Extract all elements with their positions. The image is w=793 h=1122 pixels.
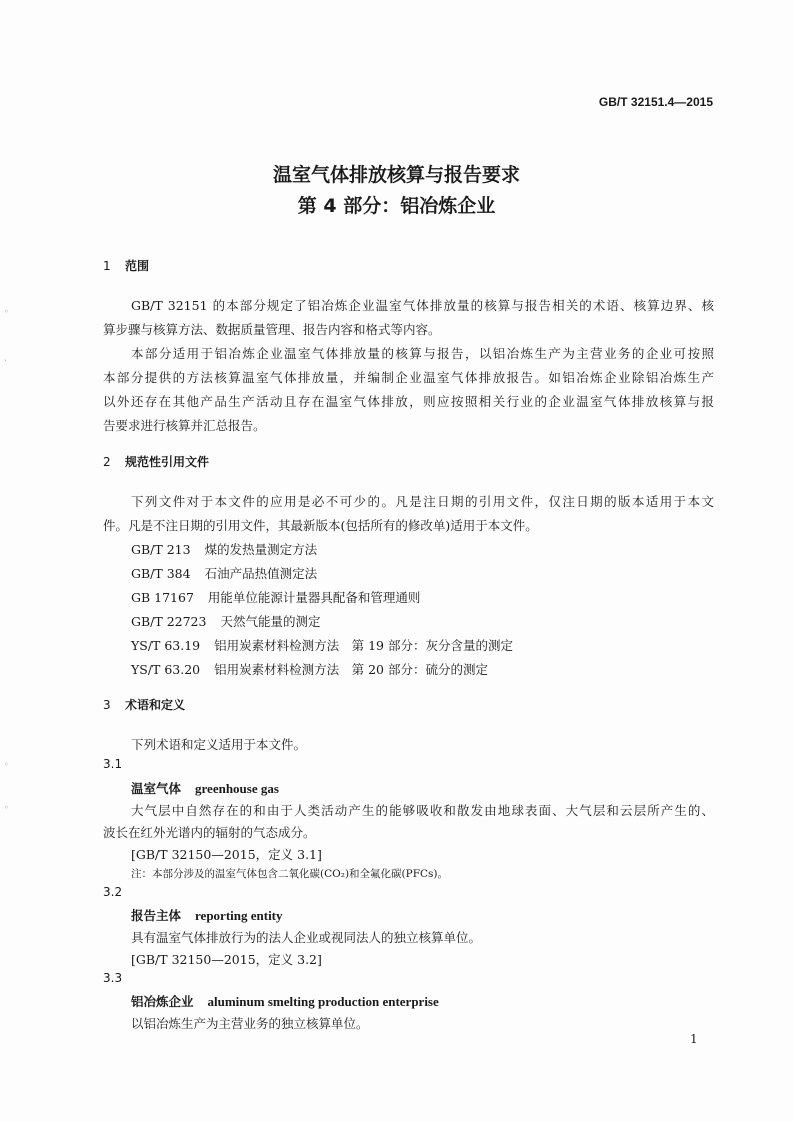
reference-code: YS/T 63.19 [131, 638, 201, 653]
paragraph-line: 本部分提供的方法核算温室气体排放量，并编制企业温室气体排放报告。如铝冶炼企业除铝冶炼生产 [103, 370, 714, 385]
term-zh: 铝冶炼企业 [131, 994, 194, 1009]
scan-mark: ◦ [4, 803, 9, 812]
term-number: 3.1 [103, 757, 123, 771]
reference-code: GB 17167 [131, 590, 194, 605]
reference-title: 煤的发热量测定方法 [204, 542, 318, 557]
section-number: 2 [103, 455, 111, 469]
document-title: 温室气体排放核算与报告要求 [272, 164, 520, 186]
scan-mark: ◦ [4, 307, 9, 316]
term-en: greenhouse gas [195, 781, 279, 796]
term-heading [131, 779, 279, 797]
section-2-heading [103, 453, 209, 470]
reference-title: 铝用炭素材料检测方法 第 19 部分：灰分含量的测定 [214, 638, 513, 653]
term-number: 3.3 [103, 971, 123, 985]
term-note: 注：本部分涉及的温室气体包含二氧化碳(CO₂)和全氟化碳(PFCs)。 [131, 868, 449, 880]
term-heading [131, 906, 283, 924]
paragraph-line: 以外还存在其他产品生产活动且存在温室气体排放，则应按照相关行业的企业温室气体排放核算与报 [103, 394, 714, 409]
paragraph-line: 算步骤与核算方法、数据质量管理、报告内容和格式等内容。 [103, 322, 441, 337]
term-definition-line: 大气层中自然存在的和由于人类活动产生的能够吸收和散发由地球表面、大气层和云层所产生的、 [131, 803, 714, 818]
term-definition-line: 具有温室气体排放行为的法人企业或视同法人的独立核算单位。 [131, 930, 482, 945]
normative-reference [131, 564, 317, 582]
section-3-heading [103, 696, 185, 713]
reference-title: 石油产品热值测定法 [204, 566, 318, 581]
normative-reference [131, 588, 420, 606]
paragraph-line: 下列术语和定义适用于本文件。 [131, 737, 307, 752]
section-title: 术语和定义 [125, 698, 186, 712]
term-en: reporting entity [195, 908, 283, 923]
term-source: [GB/T 32150—2015，定义 3.2] [131, 952, 322, 967]
reference-code: YS/T 63.20 [131, 662, 201, 677]
reference-title: 用能单位能源计量器具配备和管理通则 [207, 590, 421, 605]
standard-code: GB/T 32151.4—2015 [598, 95, 713, 109]
document-subtitle: 第 4 部分：铝冶炼企业 [297, 195, 496, 217]
section-number: 1 [103, 259, 111, 273]
term-number: 3.2 [103, 885, 123, 899]
term-source: [GB/T 32150—2015，定义 3.1] [131, 847, 322, 862]
paragraph-line: 告要求进行核算并汇总报告。 [103, 418, 266, 433]
reference-code: GB/T 384 [131, 566, 191, 581]
reference-code: GB/T 213 [131, 542, 191, 557]
normative-reference [131, 612, 320, 630]
normative-reference [131, 660, 488, 678]
term-definition-line: 波长在红外光谱内的辐射的气态成分。 [103, 825, 316, 840]
term-zh: 温室气体 [131, 781, 182, 796]
term-definition-line: 以铝冶炼生产为主营业务的独立核算单位。 [131, 1016, 369, 1031]
section-number: 3 [103, 698, 111, 712]
paragraph-line: 件。凡是不注日期的引用文件，其最新版本(包括所有的修改单)适用于本文件。 [103, 518, 538, 533]
reference-code: GB/T 22723 [131, 614, 207, 629]
term-en: aluminum smelting production enterprise [207, 994, 439, 1009]
section-title: 范围 [125, 259, 150, 273]
scan-mark: ◦ [4, 760, 9, 769]
paragraph-line: 下列文件对于本文件的应用是必不可少的。凡是注日期的引用文件，仅注日期的版本适用于本文 [131, 494, 714, 509]
term-zh: 报告主体 [131, 908, 182, 923]
paragraph-line: 本部分适用于铝冶炼企业温室气体排放量的核算与报告，以铝冶炼生产为主营业务的企业可按照 [131, 346, 714, 361]
paragraph-line: GB/T 32151 的本部分规定了铝冶炼企业温室气体排放量的核算与报告相关的术语、核算边界、核 [131, 298, 714, 313]
normative-reference [131, 636, 513, 654]
page-number: 1 [690, 1032, 698, 1046]
term-heading [131, 992, 439, 1010]
section-1-heading [103, 257, 149, 274]
scan-mark: ˎ [4, 352, 7, 361]
normative-reference [131, 540, 317, 558]
reference-title: 铝用炭素材料检测方法 第 20 部分：硫分的测定 [214, 662, 488, 677]
section-title: 规范性引用文件 [125, 455, 210, 469]
reference-title: 天然气能量的测定 [220, 614, 321, 629]
